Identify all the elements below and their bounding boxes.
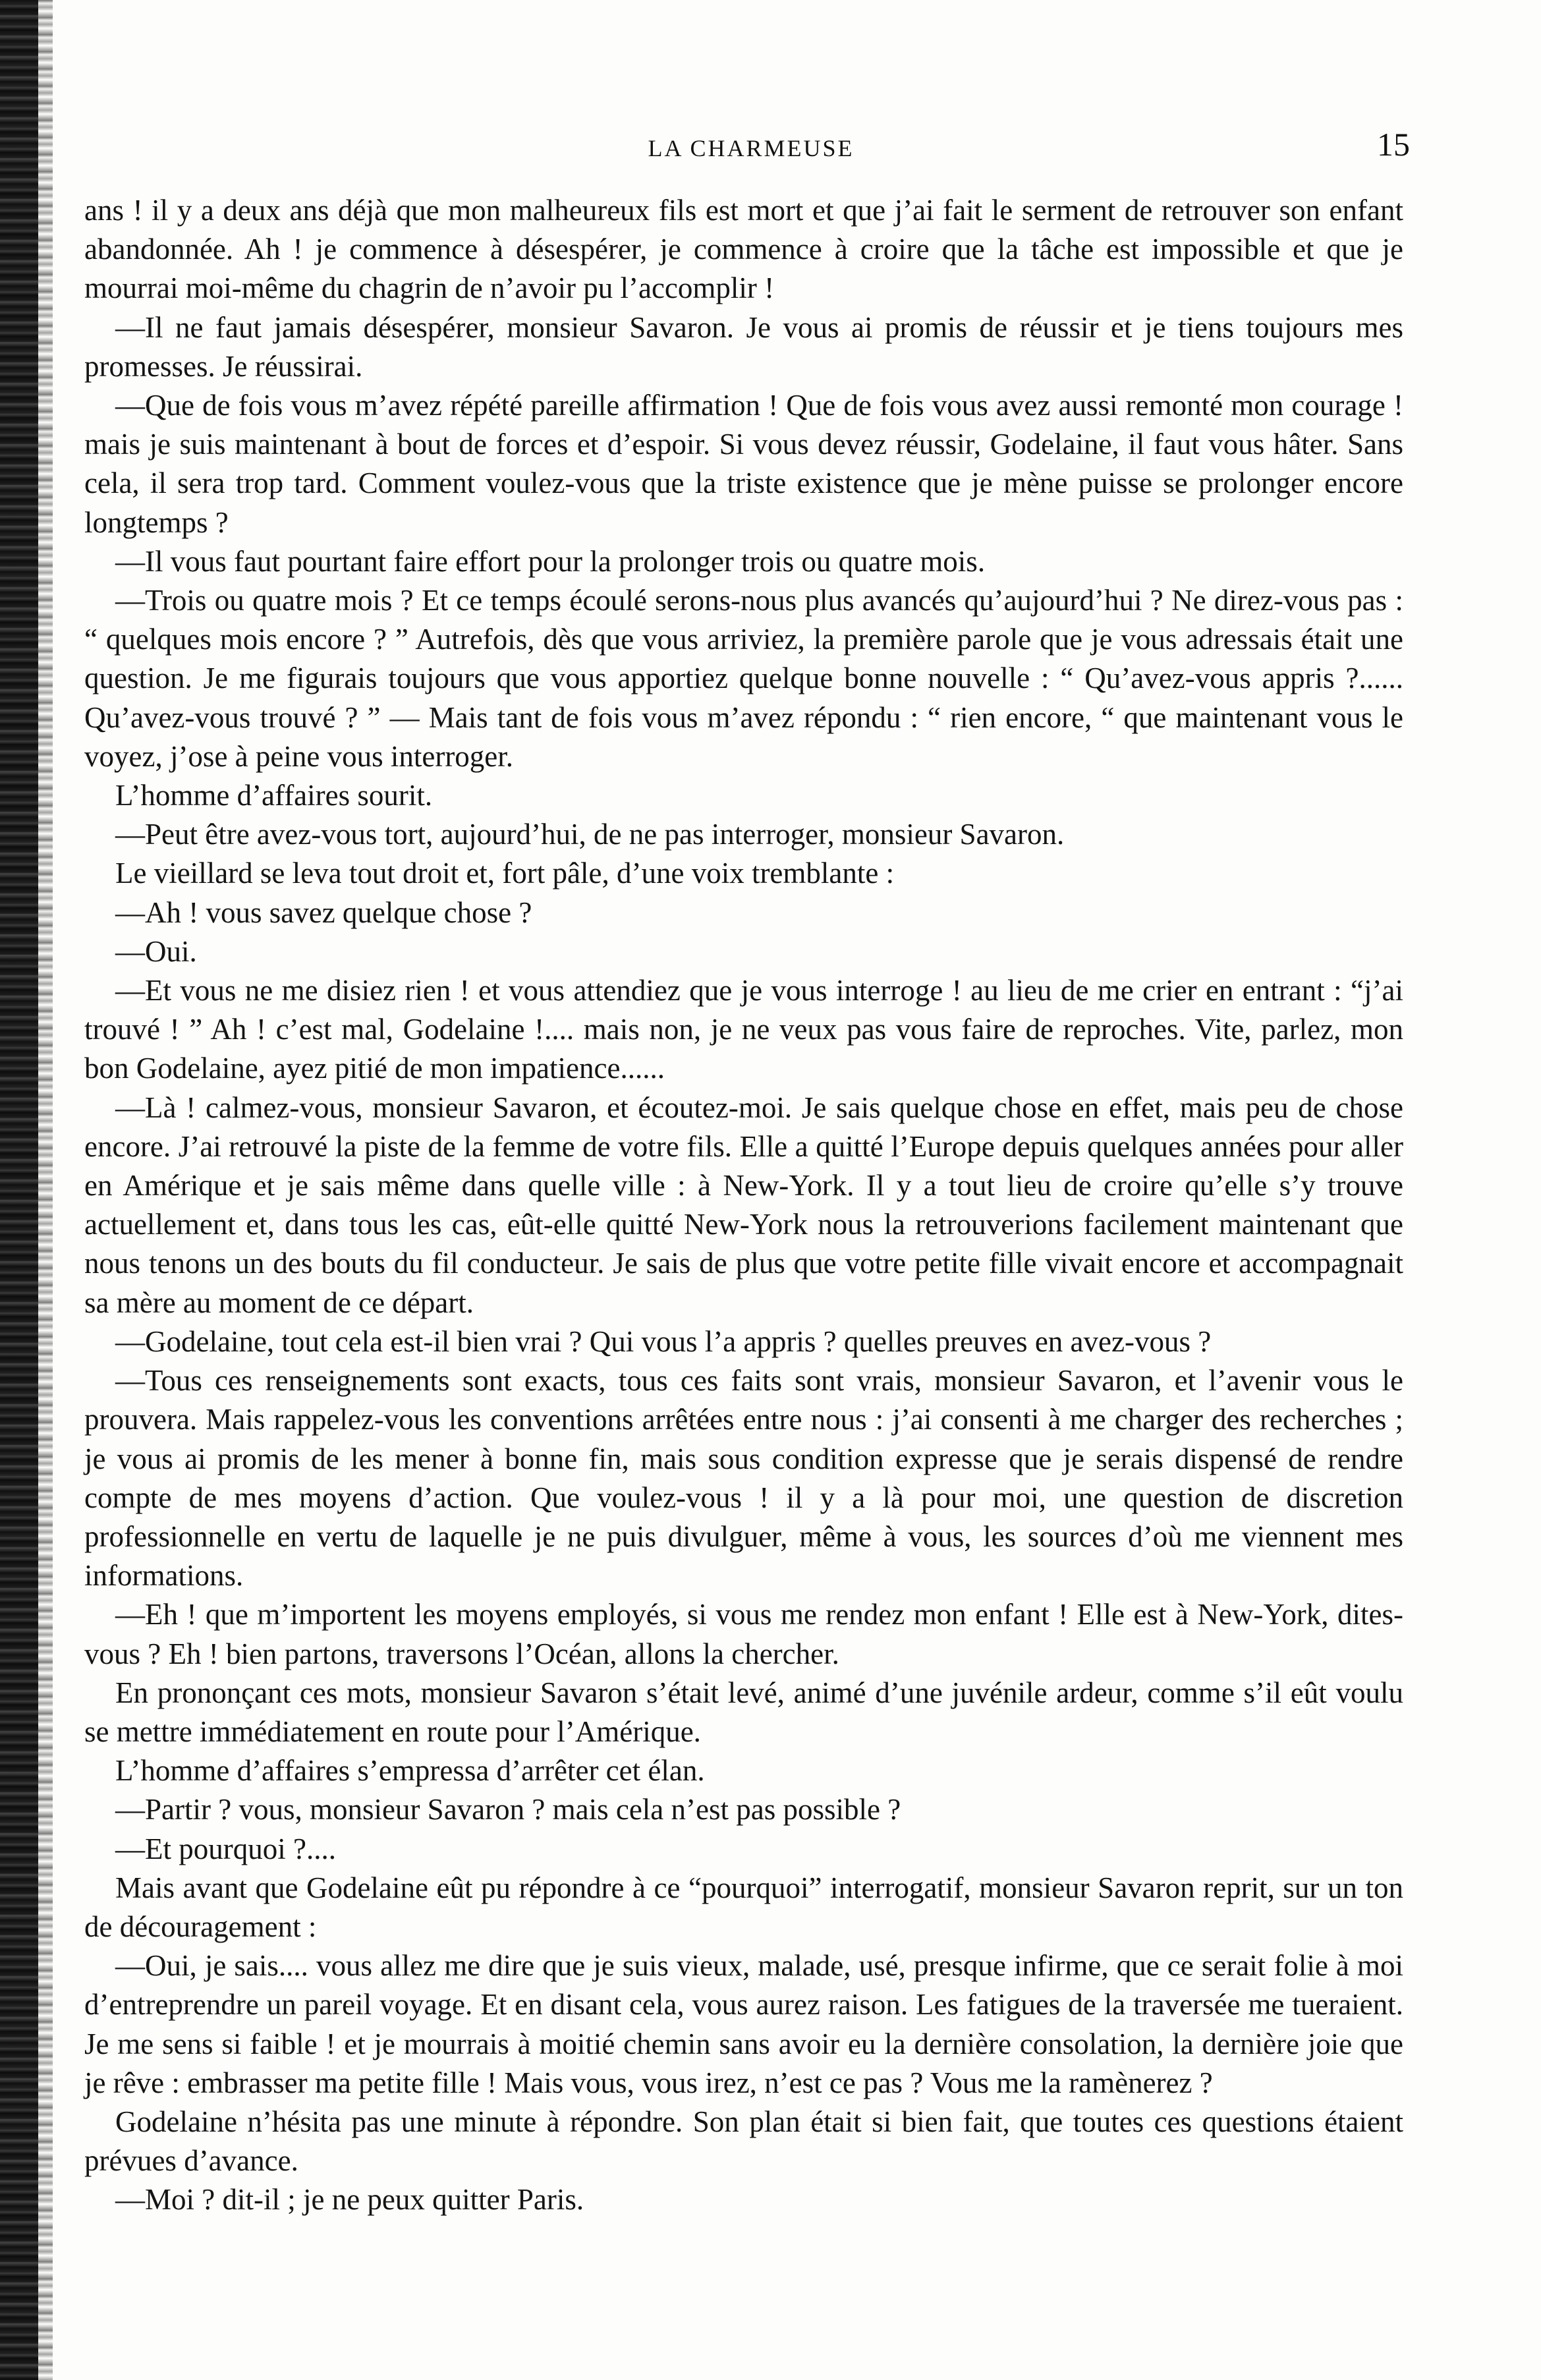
paragraph: L’homme d’affaires s’empressa d’arrêter cet élan.	[115, 1754, 705, 1788]
paragraph: —Et vous ne me disiez rien ! et vous attendiez que je vous interroge ! au lieu de me crier en entrant : “j’ai trouvé ! ” Ah ! c’est mal, Godelaine !.... mais non, je ne veux pas vous faire de reproches. Vite, parlez, mon bon Godelaine, ayez pitié de mon impatience......	[84, 974, 1403, 1085]
paragraph: —Trois ou quatre mois ? Et ce temps écoulé serons-nous plus avancés qu’aujourd’hui ? Ne direz-vous pas : “ quelques mois encore ? ” Autrefois, dès que vous arriviez, la première parole que je vous adressais était une question. Je me figurais toujours que vous apportiez quelque bonne nouvelle : “ Qu’avez-vous appris ?...... Qu’avez-vous trouvé ? ” — Mais tant de fois vous m’avez répondu : “ rien encore, “ que maintenant vous le voyez, j’ose à peine vous interroger.	[84, 584, 1403, 773]
paragraph: ans ! il y a deux ans déjà que mon malheureux fils est mort et que j’ai fait le serment de retrouver son enfant abandonnée. Ah ! je commence à désespérer, je commence à croire que la tâche est impossible et que je mourrai moi-même du chagrin de n’avoir pu l’accomplir !	[84, 194, 1403, 305]
paragraph: —Partir ? vous, monsieur Savaron ? mais cela n’est pas possible ?	[115, 1793, 901, 1827]
page-number: 15	[1377, 126, 1410, 163]
paragraph: —Il vous faut pourtant faire effort pour la prolonger trois ou quatre mois.	[115, 544, 986, 578]
paragraph: —Et pourquoi ?....	[115, 1832, 336, 1865]
paragraph: —Que de fois vous m’avez répété pareille affirmation ! Que de fois vous avez aussi remonté mon courage ! mais je suis maintenant à bout de forces et d’espoir. Si vous devez réussir, Godelaine, il faut vous hâter. Sans cela, il sera trop tard. Comment voulez-vous que la triste existence que je mène puisse se prolonger encore longtemps ?	[84, 389, 1403, 539]
binding-shadow	[0, 0, 38, 2380]
paragraph: Godelaine n’hésita pas une minute à répondre. Son plan était si bien fait, que toutes ces questions étaient prévues d’avance.	[84, 2105, 1403, 2178]
paragraph: —Oui.	[115, 934, 197, 968]
paragraph: —Peut être avez-vous tort, aujourd’hui, de ne pas interroger, monsieur Savaron.	[115, 818, 1065, 851]
paragraph: Mais avant que Godelaine eût pu répondre à ce “pourquoi” interrogatif, monsieur Savaron reprit, sur un ton de découragement :	[84, 1871, 1403, 1943]
paragraph: L’homme d’affaires sourit.	[115, 779, 433, 812]
paragraph: —Oui, je sais.... vous allez me dire que je suis vieux, malade, usé, presque infirme, que ce serait folie à moi d’entreprendre un pareil voyage. Et en disant cela, vous aurez raison. Les fatigues de la traversée me tueraient. Je me sens si faible ! et je mourrais à moitié chemin sans avoir eu la dernière consolation, la dernière joie que je rêve : embrasser ma petite fille ! Mais vous, vous irez, n’est ce pas ? Vous me la ramènerez ?	[84, 1949, 1403, 2099]
paragraph: Le vieillard se leva tout droit et, fort pâle, d’une voix tremblante :	[115, 857, 895, 890]
paragraph: —Ah ! vous savez quelque chose ?	[115, 895, 532, 929]
page-header	[92, 126, 1410, 169]
paragraph: —Là ! calmez-vous, monsieur Savaron, et écoutez-moi. Je sais quelque chose en effet, mais peu de chose encore. J’ai retrouvé la piste de la femme de votre fils. Elle a quitté l’Europe depuis quelques années pour aller en Amérique et je sais même dans quelle ville : à New-York. Il y a tout lieu de croire qu’elle s’y trouve actuellement et, dans tous les cas, eût-elle quitté New-York nous la retrouverions facilement maintenant que nous tenons un des bouts du fil conducteur. Je sais de plus que votre petite fille vivait encore et accompagnait sa mère au moment de ce départ.	[84, 1091, 1403, 1319]
paragraph: —Godelaine, tout cela est-il bien vrai ? Qui vous l’a appris ? quelles preuves en avez-vous ?	[115, 1324, 1212, 1358]
body-text	[84, 191, 1403, 2220]
paragraph: —Il ne faut jamais désespérer, monsieur Savaron. Je vous ai promis de réussir et je tiens toujours mes promesses. Je réussirai.	[84, 310, 1403, 383]
running-title: LA CHARMEUSE	[648, 135, 855, 161]
paragraph: —Tous ces renseignements sont exacts, tous ces faits sont vrais, monsieur Savaron, et l’avenir vous le prouvera. Mais rappelez-vous les conventions arrêtées entre nous : j’ai consenti à me charger des recherches ; je vous ai promis de les mener à bonne fin, mais sous condition expresse que je serais dispensé de rendre compte de mes moyens d’action. Que voulez-vous ! il y a là pour moi, une question de discretion professionnelle en vertu de laquelle je ne puis divulguer, même à vous, les sources d’où me viennent mes informations.	[84, 1364, 1403, 1593]
paragraph: —Eh ! que m’importent les moyens employés, si vous me rendez mon enfant ! Elle est à New-York, dites-vous ? Eh ! bien partons, traversons l’Océan, allons la chercher.	[84, 1598, 1403, 1670]
paragraph: En prononçant ces mots, monsieur Savaron s’était levé, animé d’une juvénile ardeur, comme s’il eût voulu se mettre immédiatement en route pour l’Amérique.	[84, 1676, 1403, 1748]
paragraph: —Moi ? dit-il ; je ne peux quitter Paris.	[115, 2183, 584, 2217]
binding-edge	[38, 0, 53, 2380]
